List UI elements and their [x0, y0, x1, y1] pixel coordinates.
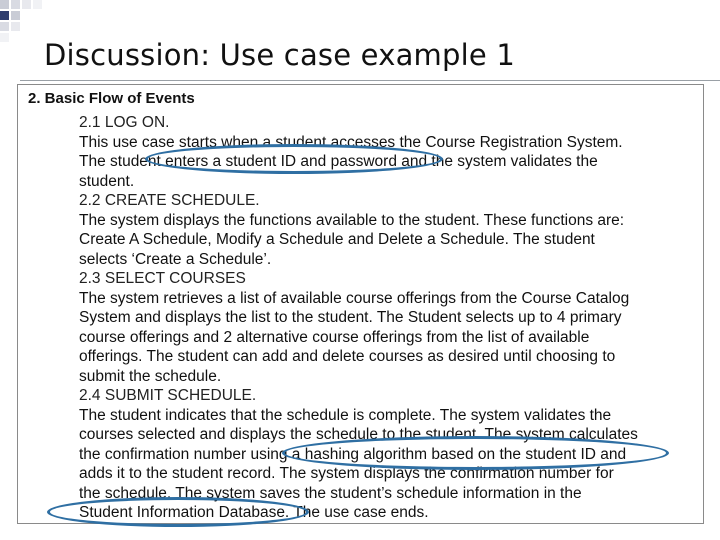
text-line: The system retrieves a list of available course offerings from the Course Catalog [79, 289, 630, 307]
document-heading: 2. Basic Flow of Events [28, 90, 195, 107]
title-divider [20, 80, 720, 81]
text-line: the schedule. The system saves the student’s schedule information in the [79, 484, 582, 502]
section-heading: 2.4 SUBMIT SCHEDULE. [79, 387, 257, 404]
text-line: The system displays the functions available to the student. These functions are: [79, 211, 625, 229]
highlight-oval-student-id-password [145, 144, 443, 174]
highlight-oval-hashing-algorithm [282, 436, 669, 470]
text-line: offerings. The student can add and delete courses as desired until choosing to [79, 348, 616, 365]
text-line: adds it to the student record. The system displays the confirmation number for [79, 465, 614, 482]
text-line: courses selected and displays the schedule to the student. The system calculates [79, 426, 638, 443]
highlight-oval-student-information-database [47, 497, 309, 527]
section-heading: 2.2 CREATE SCHEDULE. [79, 192, 260, 209]
text-line: The student enters a student ID and password and the system validates the [79, 153, 598, 170]
text-line: course offerings and 2 alternative course offerings from the list of available [79, 328, 590, 346]
text-line: submit the schedule. [79, 367, 222, 385]
text-line: the confirmation number using a hashing algorithm based on the student ID and [79, 445, 627, 463]
text-line: Student Information Database. The use case ends. [79, 504, 429, 521]
text-line: Create A Schedule, Modify a Schedule and Delete a Schedule. The student [79, 231, 595, 248]
text-line: student. [79, 172, 135, 190]
text-line: This use case starts when a student accesses the Course Registration System. [79, 133, 623, 151]
text-line: The student indicates that the schedule is complete. The system validates the [79, 406, 612, 424]
text-line: selects ‘Create a Schedule’. [79, 250, 272, 268]
section-heading: 2.1 LOG ON. [79, 114, 170, 131]
section-heading: 2.3 SELECT COURSES [79, 270, 246, 287]
text-line: System and displays the list to the student. The Student selects up to 4 primary [79, 309, 622, 326]
slide-title: Discussion: Use case example 1 [44, 38, 515, 72]
